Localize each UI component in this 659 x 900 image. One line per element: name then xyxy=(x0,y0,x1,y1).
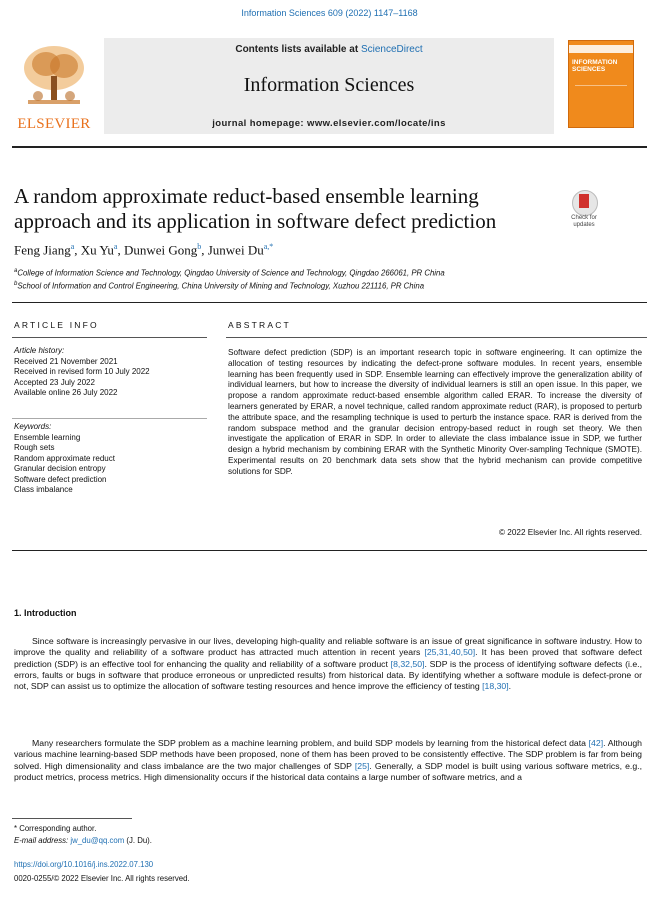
journal-reference-link[interactable]: Information Sciences 609 (2022) 1147–1168 xyxy=(241,8,418,18)
affiliation-item: $^a$College of Information Science and Technology, Qingdao University of Science and Technology, Qingdao 266061, PR China xyxy=(14,268,445,278)
author-name[interactable]: Xu Yu xyxy=(80,242,114,258)
keyword-item: Rough sets xyxy=(14,443,55,452)
abstract-heading: ABSTRACT xyxy=(228,320,291,330)
keyword-item: Granular decision entropy xyxy=(14,464,106,473)
history-heading: Article history: xyxy=(14,346,65,355)
keyword-item: Ensemble learning xyxy=(14,432,81,442)
author-list: Feng Jiang$^a$, Xu Yu$^a$, Dunwei Gong$^b$, Junwei $Du^{a,*}$ xyxy=(14,242,274,258)
body-paragraph: Since software is increasingly pervasive in our lives, developing high-quality and reliable software is an issue of great significance in software industry. How to improve the quality and reliability of a software product has attracted much attention in recent years [25,31,40,50]. It has been proved that software defect prediction (SDP) is an effective tool for enhancing the quality and reliability of a software product [8,32,50]. SDP is the process of identifying software defects (i.e., errors, faults or bugs in software that produce erroneous or unpredicted results) from historical data. By identifying whether a software module is defect-prone or not, SDP can assist us to optimize the allocation of software testing resources and hence improve the efficiency of testing [18,30]. xyxy=(14,636,642,692)
abstract-copyright: © 2022 Elsevier Inc. All rights reserved. xyxy=(498,528,642,537)
history-divider xyxy=(12,418,207,419)
article-info-divider xyxy=(12,337,207,338)
elsevier-wordmark: ELSEVIER xyxy=(17,116,91,132)
cover-band xyxy=(569,45,633,53)
author-affiliation-marker[interactable]: b xyxy=(197,242,202,251)
citation-link[interactable]: [42] xyxy=(588,738,604,748)
author-name[interactable]: Feng Jiang xyxy=(14,242,71,258)
affiliations xyxy=(14,266,614,291)
keywords xyxy=(14,422,209,496)
cover-title: INFORMATION SCIENCES xyxy=(572,59,618,73)
article-history xyxy=(14,346,209,399)
citation-link[interactable]: [8,32,50] xyxy=(390,658,425,669)
affiliation-item: $^b$School of Information and Control Engineering, China University of Mining and Technology, Xuzhou 221116, PR China xyxy=(14,280,425,291)
keyword-item: Random approximate reduct xyxy=(14,453,115,463)
journal-homepage-link[interactable]: www.elsevier.com/locate/ins xyxy=(307,118,446,129)
abstract-divider xyxy=(226,337,647,338)
journal-cover-thumbnail[interactable] xyxy=(568,40,634,128)
doi-link[interactable]: https://doi.org/10.1016/j.ins.2022.07.130 xyxy=(14,860,154,869)
author-affiliation-marker[interactable]: a xyxy=(70,242,75,251)
masthead-box xyxy=(104,38,554,134)
journal-homepage: journal homepage: www.elsevier.com/locate/ins xyxy=(212,118,446,129)
footnote-divider xyxy=(12,818,132,819)
history-item: Received 21 November 2021 xyxy=(14,356,118,366)
front-matter-divider xyxy=(12,550,647,551)
history-item: Accepted 23 July 2022 xyxy=(14,377,95,387)
check-for-updates-label: Check for updates xyxy=(571,215,597,228)
footnotes xyxy=(14,823,152,847)
article-info-heading: ARTICLE INFO xyxy=(14,320,99,330)
sciencedirect-link[interactable]: ScienceDirect xyxy=(360,44,423,55)
history-item: Received in revised form 10 July 2022 xyxy=(14,367,150,376)
citation-link[interactable]: [25] xyxy=(354,760,370,771)
email-link[interactable]: jw_du@qq.com xyxy=(70,836,125,845)
history-item: Available online 26 July 2022 xyxy=(14,388,118,397)
corresponding-author-note: * Corresponding author. xyxy=(14,824,97,833)
keywords-heading: Keywords: xyxy=(14,422,52,431)
contents-line: Contents lists available at ScienceDirect xyxy=(235,44,423,55)
citation-link[interactable]: [25,31,40,50] xyxy=(424,647,476,658)
author-name[interactable]: Junwei Du xyxy=(207,242,264,258)
section-divider xyxy=(12,302,647,303)
keyword-item: Class imbalance xyxy=(14,485,73,494)
keyword-item: Software defect prediction xyxy=(14,474,107,484)
journal-masthead xyxy=(12,38,647,138)
elsevier-logo[interactable] xyxy=(12,38,96,138)
cover-decoration xyxy=(575,85,627,122)
email-note: E-mail address: jw_du@qq.com (J. Du). xyxy=(14,836,152,845)
author-affiliation-marker[interactable]: a xyxy=(113,242,118,251)
article-title: A random approximate reduct-based ensemble learning approach and its application in software defect prediction xyxy=(14,184,497,233)
issn-copyright: 0020-0255/© 2022 Elsevier Inc. All rights reserved. xyxy=(14,874,190,883)
author-name[interactable]: Dunwei Gong xyxy=(123,242,198,258)
journal-title: Information Sciences xyxy=(243,74,415,96)
author-affiliation-marker[interactable]: a,* xyxy=(263,242,274,251)
elsevier-tree-icon xyxy=(18,42,90,108)
section-heading-introduction: 1. Introduction xyxy=(14,608,77,618)
abstract-text: Software defect prediction (SDP) is an important research topic in software engineering. It can optimize the allocation of testing resources by indicating the defect-prone software modules. In recent years, ensemble learning has been frequently used in SDP. Ensemble learning can effectively improve the generalization ability of individual learners, but how to increase the diversity of individual learners is still an open issue. In this paper, we propose a random approximate reduct-based ensemble algorithm called ERAR. To increase the diversity of learners generated by ERAR, a novel technique, called random approximate reduct (RAR), is proposed to perturb the attribute space, and the resampling technique is used to perturb the instance space. RAR is derived from the random subspace method and the granular decision entropy-based reduct in rough set theory. We then investigate the application of ERAR in SDP. In order to alleviate the class imbalance issue in SDP, we further design a hybrid mechanism by combining ERAR with the Synthetic Minority Over-sampling Technique (SMOTE). Experimental results on 20 benchmark data sets show that the hybrid mechanism can provide competitive solutions for SDP. xyxy=(228,348,642,476)
bookmark-icon xyxy=(579,194,589,208)
check-for-updates-badge[interactable] xyxy=(564,190,604,230)
citation-link[interactable]: [18,30] xyxy=(482,681,509,692)
body-paragraph: Many researchers formulate the SDP problem as a machine learning problem, and build SDP models by learning from the historical defect data [42]. Although various machine learning-based SDP methods have been proposed, none of them has been proved to be consistently effective. The SDP problem is far from being solved. High dimensionality and class imbalance are the two major challenges of SDP [25]. Generally, a SDP model is built using various software metrics, e.g., product metrics, process metrics. High dimensionality occurs if the historical data contains a large number of software metrics, and a xyxy=(14,738,642,782)
header-divider xyxy=(12,146,647,148)
